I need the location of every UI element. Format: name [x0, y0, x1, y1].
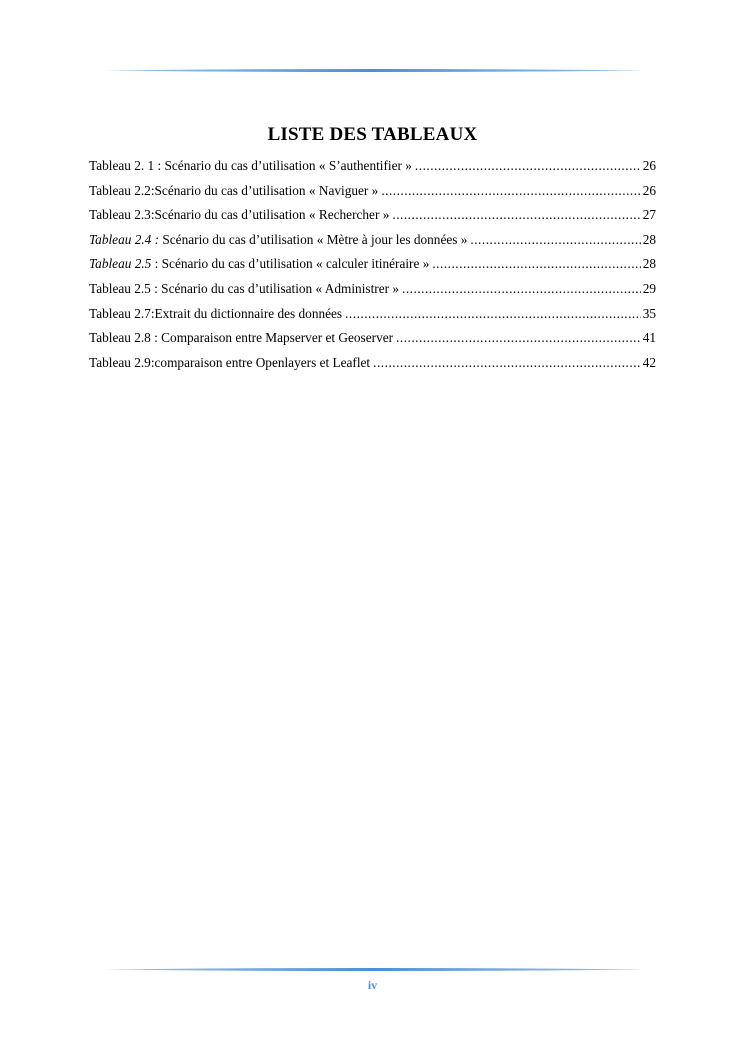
entry-label [89, 157, 412, 175]
dot-leader [402, 280, 641, 298]
entry-page-number: 35 [642, 305, 656, 321]
dot-leader [432, 255, 640, 273]
entry-label [89, 329, 393, 347]
entry-page-number: 28 [642, 231, 656, 247]
entry-label-text: Tableau 2.9:comparaison entre Openlayers et Leaflet [89, 354, 371, 370]
entry-label-text: Tableau 2. 1 : Scénario du cas d’utilisation « S’authentifier » [89, 158, 412, 173]
entry-page-number: 26 [642, 182, 656, 198]
toc-entry[interactable] [89, 206, 656, 231]
toc-entry[interactable] [89, 305, 656, 330]
table-list [89, 157, 656, 378]
entry-page-number: 26 [642, 158, 656, 173]
entry-label-text: Tableau 2.7:Extrait du dictionnaire des données [89, 305, 343, 321]
dot-leader [470, 231, 640, 249]
entry-label-text: Tableau 2.5 : Scénario du cas d’utilisation « Administrer » [89, 280, 400, 296]
entry-page-number: 27 [642, 207, 656, 223]
dot-leader [392, 206, 640, 224]
page-title: LISTE DES TABLEAUX [267, 124, 478, 145]
entry-page-number: 28 [642, 256, 656, 272]
entry-label-italic: Tableau 2.5 [89, 256, 152, 272]
entry-page-number: 41 [642, 330, 656, 346]
header-rule [104, 68, 644, 73]
toc-entry[interactable] [89, 280, 656, 305]
dot-leader [345, 305, 641, 323]
entry-label-text: : Scénario du cas d’utilisation « calculer itinéraire » [151, 256, 430, 272]
entry-label-text: Scénario du cas d’utilisation « Mètre à jour les données » [159, 231, 468, 247]
entry-label [89, 206, 389, 224]
footer-page-number: iv [367, 978, 378, 992]
dot-leader [381, 182, 640, 200]
dot-leader [373, 354, 641, 372]
entry-label [89, 305, 342, 323]
entry-page-number: 42 [642, 354, 656, 370]
entry-label-text: Tableau 2.2:Scénario du cas d’utilisation « Naviguer » [89, 182, 379, 198]
toc-entry[interactable] [89, 231, 656, 256]
entry-label [89, 255, 429, 273]
dot-leader [396, 329, 641, 347]
toc-entry[interactable] [89, 255, 656, 280]
entry-label [89, 182, 378, 200]
entry-page-number: 29 [642, 280, 656, 296]
entry-label [89, 354, 370, 372]
entry-label-italic: Tableau 2.4 : [89, 231, 160, 247]
dot-leader [415, 157, 641, 175]
toc-entry[interactable] [89, 157, 656, 182]
entry-label [89, 280, 399, 298]
toc-entry[interactable] [89, 354, 656, 379]
toc-entry[interactable] [89, 329, 656, 354]
entry-label-text: Tableau 2.3:Scénario du cas d’utilisation « Rechercher » [89, 207, 390, 223]
footer-rule [104, 967, 644, 972]
toc-entry[interactable] [89, 182, 656, 207]
entry-label-text: Tableau 2.8 : Comparaison entre Mapserver et Geoserver [89, 330, 394, 346]
entry-label [89, 231, 467, 249]
